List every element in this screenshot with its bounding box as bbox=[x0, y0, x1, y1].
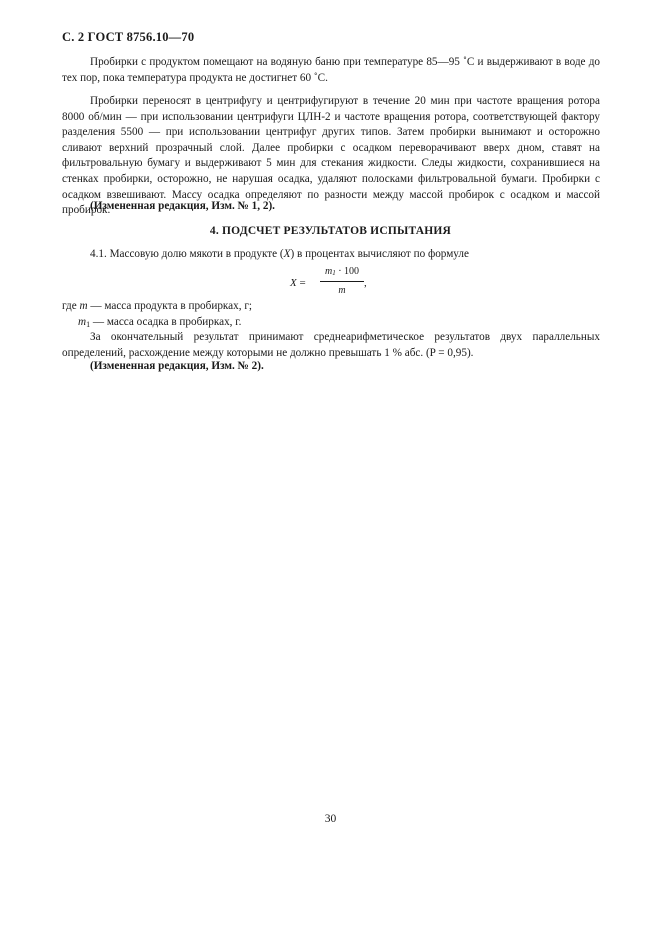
formula-numerator bbox=[320, 266, 364, 279]
formula-num-var: m bbox=[324, 266, 333, 277]
formula-equals: = bbox=[296, 277, 306, 289]
formula-comma: , bbox=[364, 277, 367, 289]
paragraph-centrifuge: Пробирки переносят в центрифугу и центрифугируют в течение 20 мин при частоте вращения ротора 8000 об/мин — при использовании центрифуги ЦЛН-2 и частоте вращения ротора, соответствующей фактору разделения 5500 — при использовании центрифуг других типов. Затем пробирки вынимают и осторожно сливают верхний прозрачный слой. Далее пробирки с осадком переворачивают вверх дном, ставят на фильтровальную бумагу и выдерживают 5 мин для стекания жидкости. Следы жидкости, сохранившиеся на стенках пробирки, осторожно, не нарушая осадка, удаляют полосками фильтровальной бумаги. Пробирки с осадком взвешивают. Массу осадка определяют по разности между массой пробирок с осадком и массой пробирок. bbox=[62, 95, 600, 217]
formula-lhs bbox=[290, 277, 306, 289]
clause-pre: 4.1. Массовую долю мякоти в продукте ( bbox=[90, 248, 284, 260]
definition-m-text: — масса продукта в пробирках, г; bbox=[87, 300, 253, 312]
definition-m1-var: m bbox=[78, 316, 87, 328]
page-number: 30 bbox=[324, 813, 337, 825]
formula-fraction bbox=[320, 266, 364, 297]
document-header: С. 2 ГОСТ 8756.10—70 bbox=[62, 30, 195, 44]
section-title: 4. ПОДСЧЕТ РЕЗУЛЬТАТОВ ИСПЫТАНИЯ bbox=[209, 225, 452, 237]
paragraph-final-result: За окончательный результат принимают среднеарифметическое результатов двух параллельных определений, расхождение между которыми не должно превышать 1 % абс. (P = 0,95). bbox=[62, 331, 600, 359]
clause-var: X bbox=[283, 248, 291, 260]
definition-m bbox=[62, 299, 252, 315]
definition-m1-text: — масса осадка в пробирках, г. bbox=[90, 316, 242, 328]
formula-num-rest: · 100 bbox=[335, 266, 360, 277]
edit-note-1: (Измененная редакция, Изм. № 1, 2). bbox=[90, 200, 275, 212]
paragraph-water-bath: Пробирки с продуктом помещают на водяную баню при температуре 85—95 ˚С и выдерживают в воде до тех пор, пока температура продукта не достигнет 60 ˚С. bbox=[62, 56, 600, 84]
formula-lhs-var: X bbox=[290, 277, 297, 289]
definition-prefix: где bbox=[62, 300, 80, 312]
clause-post: ) в процентах вычисляют по формуле bbox=[290, 248, 469, 260]
definition-m1-sub: 1 bbox=[86, 320, 91, 329]
clause-4-1 bbox=[90, 247, 469, 263]
definition-m-var: m bbox=[79, 300, 88, 312]
fraction-bar bbox=[320, 281, 364, 282]
formula-num-sub: 1 bbox=[332, 269, 336, 277]
formula-denominator: m bbox=[338, 285, 346, 296]
edit-note-2: (Измененная редакция, Изм. № 2). bbox=[90, 360, 264, 372]
